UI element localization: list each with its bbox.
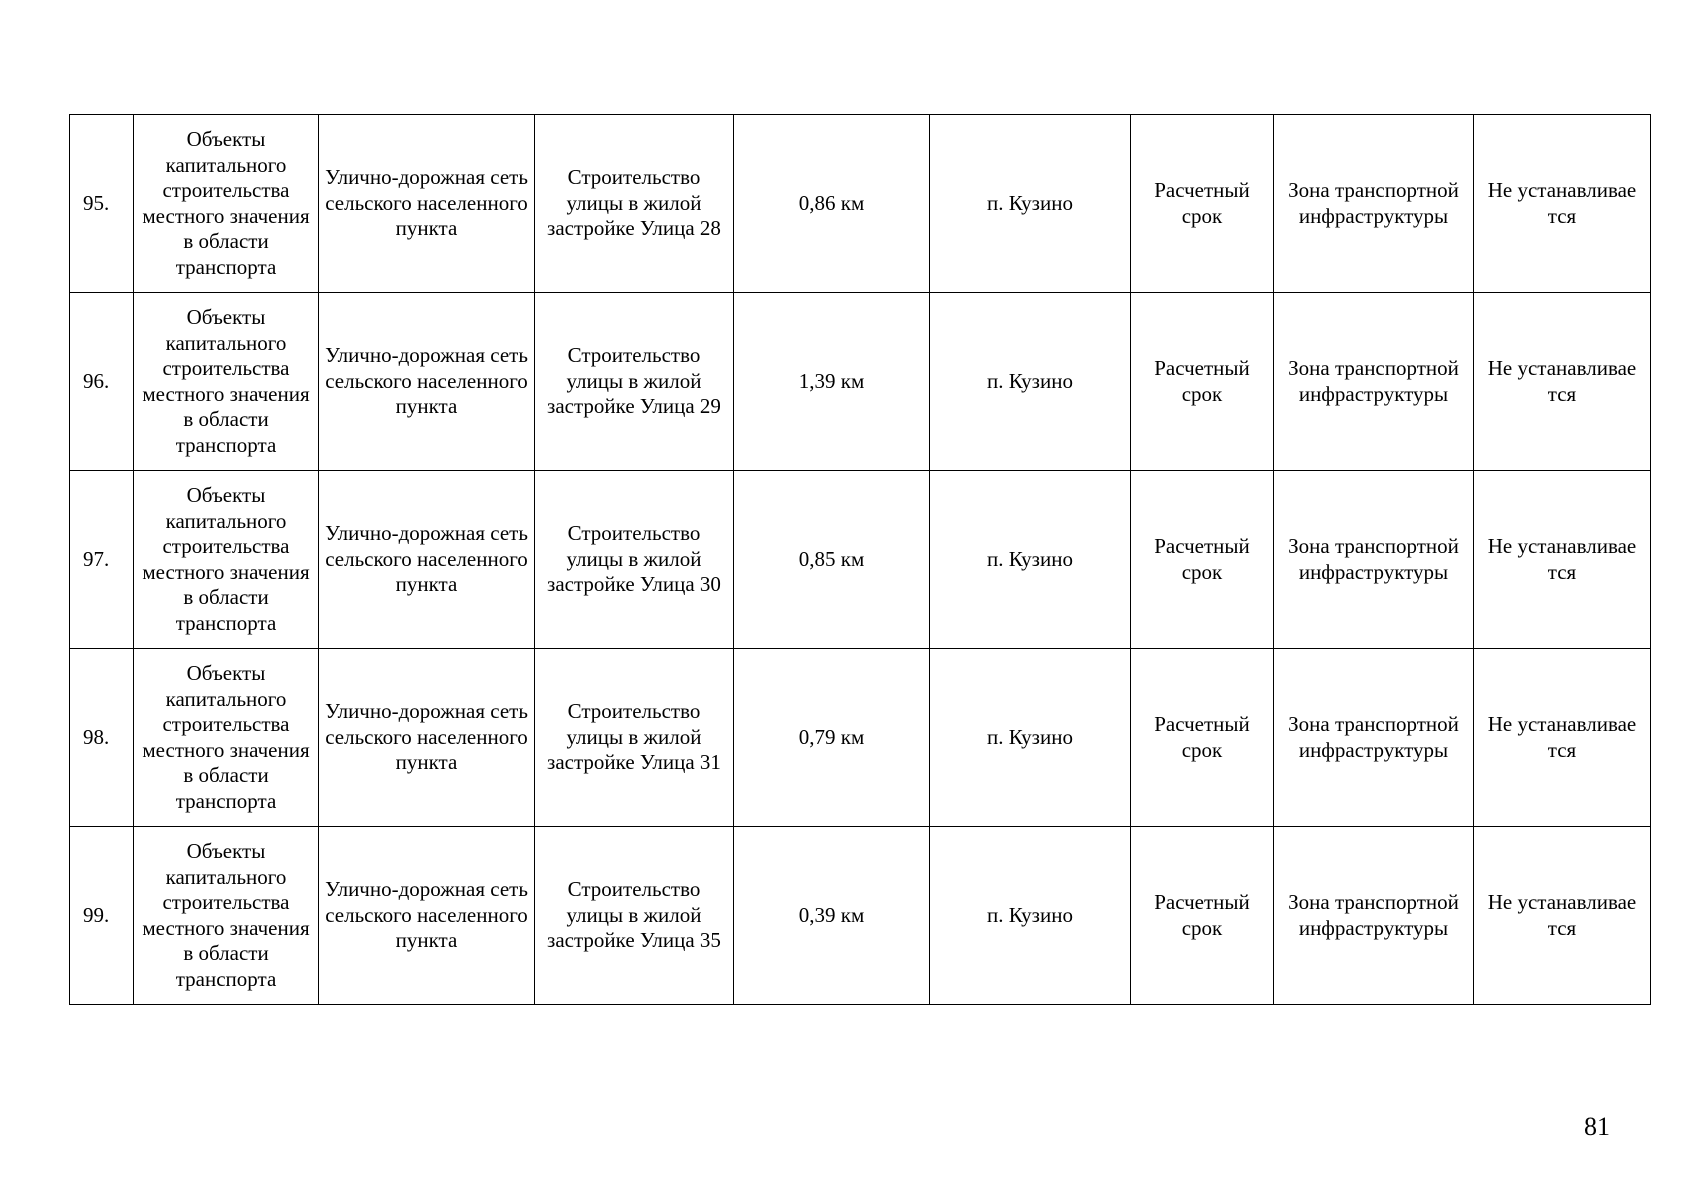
page-number: 81 <box>1584 1112 1610 1141</box>
table-row <box>70 471 1651 649</box>
table-row <box>70 827 1651 1005</box>
row-number: 98. <box>70 649 134 827</box>
description-cell: Строительство улицы в жилой застройке Улица 35 <box>535 827 734 1005</box>
length-cell: 0,86 км <box>734 115 930 293</box>
object-type-cell: Объекты капитального строительства местного значения в области транспорта <box>134 115 319 293</box>
zone-cell: Зона транспортной инфраструктуры <box>1274 293 1474 471</box>
term-cell: Расчетный срок <box>1131 471 1274 649</box>
zone-cell: Зона транспортной инфраструктуры <box>1274 471 1474 649</box>
category-cell: Улично-дорожная сеть сельского населенного пункта <box>319 471 535 649</box>
category-cell: Улично-дорожная сеть сельского населенного пункта <box>319 293 535 471</box>
term-cell: Расчетный срок <box>1131 827 1274 1005</box>
protection-zone-cell: Не устанавливается <box>1474 649 1651 827</box>
table-row <box>70 115 1651 293</box>
length-cell: 0,39 км <box>734 827 930 1005</box>
protection-zone-cell: Не устанавливается <box>1474 471 1651 649</box>
description-cell: Строительство улицы в жилой застройке Улица 31 <box>535 649 734 827</box>
length-cell: 0,85 км <box>734 471 930 649</box>
location-cell: п. Кузино <box>930 115 1131 293</box>
location-cell: п. Кузино <box>930 293 1131 471</box>
category-cell: Улично-дорожная сеть сельского населенного пункта <box>319 827 535 1005</box>
zone-cell: Зона транспортной инфраструктуры <box>1274 827 1474 1005</box>
location-cell: п. Кузино <box>930 827 1131 1005</box>
term-cell: Расчетный срок <box>1131 293 1274 471</box>
object-type-cell: Объекты капитального строительства местного значения в области транспорта <box>134 471 319 649</box>
protection-zone-cell: Не устанавливается <box>1474 115 1651 293</box>
location-cell: п. Кузино <box>930 471 1131 649</box>
description-cell: Строительство улицы в жилой застройке Улица 28 <box>535 115 734 293</box>
term-cell: Расчетный срок <box>1131 115 1274 293</box>
objects-table <box>69 114 1651 1005</box>
object-type-cell: Объекты капитального строительства местного значения в области транспорта <box>134 649 319 827</box>
category-cell: Улично-дорожная сеть сельского населенного пункта <box>319 115 535 293</box>
description-cell: Строительство улицы в жилой застройке Улица 30 <box>535 471 734 649</box>
row-number: 97. <box>70 471 134 649</box>
length-cell: 1,39 км <box>734 293 930 471</box>
location-cell: п. Кузино <box>930 649 1131 827</box>
term-cell: Расчетный срок <box>1131 649 1274 827</box>
protection-zone-cell: Не устанавливается <box>1474 827 1651 1005</box>
description-cell: Строительство улицы в жилой застройке Улица 29 <box>535 293 734 471</box>
row-number: 95. <box>70 115 134 293</box>
protection-zone-cell: Не устанавливается <box>1474 293 1651 471</box>
zone-cell: Зона транспортной инфраструктуры <box>1274 115 1474 293</box>
object-type-cell: Объекты капитального строительства местного значения в области транспорта <box>134 293 319 471</box>
row-number: 99. <box>70 827 134 1005</box>
table-row <box>70 649 1651 827</box>
row-number: 96. <box>70 293 134 471</box>
object-type-cell: Объекты капитального строительства местного значения в области транспорта <box>134 827 319 1005</box>
zone-cell: Зона транспортной инфраструктуры <box>1274 649 1474 827</box>
length-cell: 0,79 км <box>734 649 930 827</box>
category-cell: Улично-дорожная сеть сельского населенного пункта <box>319 649 535 827</box>
table-row <box>70 293 1651 471</box>
